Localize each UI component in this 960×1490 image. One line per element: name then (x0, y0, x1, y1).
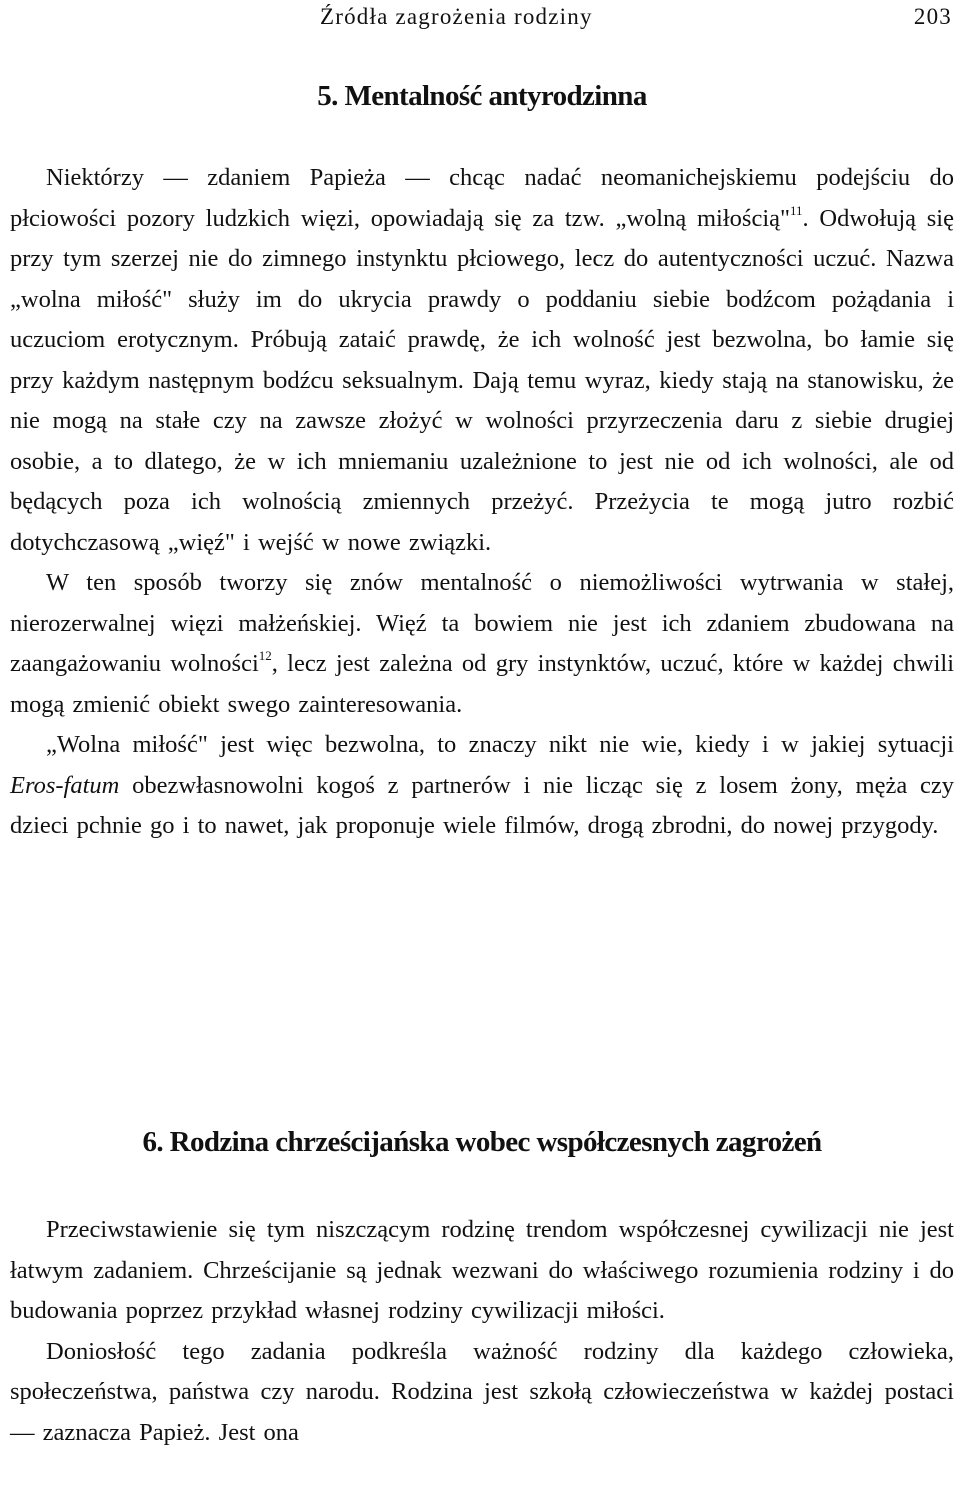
footnote-ref-11[interactable]: 11 (790, 202, 803, 218)
section-6-heading: 6. Rodzina chrześcijańska wobec współczesnych zagrożeń (142, 1126, 822, 1158)
paragraph-text: „Wolna miłość" jest więc bezwolna, to znaczy nikt nie wie, kiedy i w jakiej sytuacji (46, 731, 954, 758)
running-header (10, 4, 954, 36)
footnote-ref-12[interactable]: 12 (258, 648, 272, 663)
paragraph: Przeciwstawienie się tym niszczącym rodzinę trendom współczesnej cywilizacji nie jest łatwym zadaniem. Chrześcijanie są jednak wezwani do właściwego rozumienia rodziny i do budowania poprzez przykład własnej rodziny cywilizacji miłości. (10, 1216, 954, 1324)
section-5-body (10, 158, 954, 847)
paragraph (10, 158, 954, 563)
page-number: 203 (913, 4, 952, 29)
paragraph-text: obezwłasnowolni kogoś z partnerów i nie licząc się z losem żony, męża czy dzieci pchnie go i to nawet, jak proponuje wiele filmów, drogą zbrodni, do nowej przygody. (10, 771, 954, 839)
italic-term: Eros-fatum (10, 771, 120, 799)
paragraph-text: . Odwołują się przy tym szerzej nie do zimnego instynktu płciowego, lecz do autentyczności uczuć. Nazwa „wolna miłość" służy im do ukrycia prawdy o poddaniu siebie bodźcom pożądania i uczuciom erotycznym. Próbują zataić prawdę, że ich wolność jest bezwolna, bo łamie się przy każdym następnym bodźcu seksualnym. Dają temu wyraz, kiedy stają na stanowisku, że nie mogą na stałe czy na zawsze złożyć w wolności przyrzeczenia daru z siebie drugiej osobie, a to dlatego, że w ich mniemaniu uzależnione to jest nie od ich wolności, ale od będących poza ich wolnością zmiennych przeżyć. Przeżycia te mogą jutro rozbić dotychczasową „więź" i wejść w nowe związki. (10, 204, 954, 556)
paragraph-text: , lecz jest zależna od gry instynktów, uczuć, które w każdej chwili mogą zmienić obiekt swego zainteresowania. (10, 650, 955, 718)
paragraph (10, 725, 954, 847)
paragraph (10, 563, 954, 725)
paragraph-text: W ten sposób tworzy się znów mentalność o niemożliwości wytrwania w stałej, nierozerwalnej więzi małżeńskiej. Więź ta bowiem nie jest ich zdaniem zbudowana na zaangażowaniu wolności (10, 569, 954, 677)
paragraph: Doniosłość tego zadania podkreśla ważność rodziny dla każdego człowieka, społeczeństwa, państwa czy narodu. Rodzina jest szkołą człowieczeństwa w każdej postaci — zaznacza Papież. Jest ona (10, 1337, 954, 1446)
section-5-heading: 5. Mentalność antyrodzinna (317, 80, 647, 112)
book-page (10, 0, 954, 1490)
paragraph-text: Niektórzy — zdaniem Papieża — chcąc nadać neomanichejskiemu podejściu do płciowości pozory ludzkich więzi, opowiadają się za tzw. „wolną miłością" (10, 164, 954, 232)
running-title: Źródła zagrożenia rodziny (320, 4, 593, 29)
section-6-body (10, 1210, 954, 1453)
